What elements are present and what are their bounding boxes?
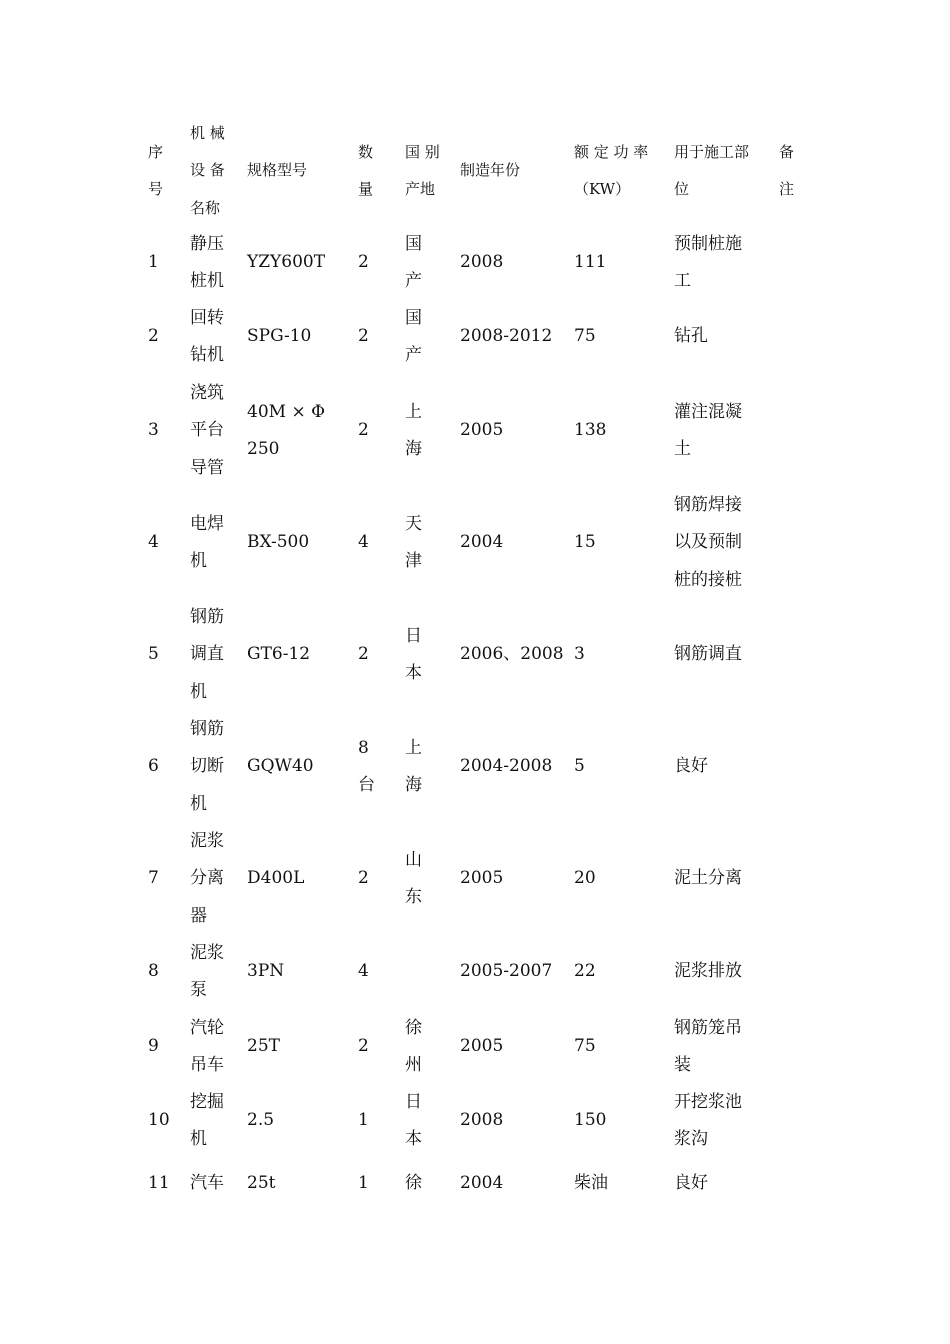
seq-line: 9 <box>148 1036 159 1057</box>
header-origin-line: 产地 <box>405 180 436 198</box>
model-line: 40M × Φ <box>247 401 326 422</box>
model-line: D400L <box>247 868 305 889</box>
usage-line: 泥浆排放 <box>674 961 742 982</box>
name-cell <box>190 375 224 488</box>
year-cell <box>460 244 503 282</box>
name-line: 机 <box>190 681 207 702</box>
qty-line: 4 <box>358 961 369 982</box>
seq-cell <box>148 1102 170 1140</box>
qty-cell <box>358 860 369 898</box>
year-cell <box>460 636 564 674</box>
power-cell <box>574 412 606 450</box>
origin-cell <box>405 1010 422 1085</box>
seq-cell <box>148 244 159 282</box>
origin-line: 徐 <box>405 1017 422 1038</box>
seq-line: 1 <box>148 252 159 273</box>
origin-cell <box>405 842 422 917</box>
header-name-line: 机 械 <box>190 123 225 142</box>
usage-cell <box>674 318 708 356</box>
origin-line: 产 <box>405 345 422 365</box>
power-cell <box>574 748 585 786</box>
usage-cell <box>674 953 742 991</box>
year-cell <box>460 524 503 562</box>
name-line: 汽轮 <box>190 1017 224 1038</box>
usage-cell <box>674 860 742 898</box>
name-line: 平台 <box>190 420 224 441</box>
year-cell <box>460 1028 503 1066</box>
qty-line: 2 <box>358 644 369 665</box>
usage-line: 良好 <box>674 1173 708 1194</box>
qty-cell <box>358 318 369 356</box>
seq-line: 2 <box>148 326 159 347</box>
usage-cell <box>674 1165 708 1203</box>
model-line: GQW40 <box>247 756 314 777</box>
origin-line: 上 <box>405 737 422 758</box>
header-usage-line: 位 <box>674 180 690 198</box>
power-cell <box>574 524 596 562</box>
name-line: 吊车 <box>190 1055 224 1075</box>
qty-line: 1 <box>358 1110 369 1131</box>
usage-line: 以及预制 <box>674 532 742 553</box>
header-remark-line: 备 <box>779 142 795 161</box>
name-line: 器 <box>190 905 207 926</box>
year-line: 2005 <box>460 1036 504 1057</box>
power-cell <box>574 953 596 991</box>
qty-cell <box>358 953 369 991</box>
model-cell <box>247 244 325 282</box>
usage-line: 桩的接桩 <box>674 569 742 590</box>
power-line: 22 <box>574 961 596 982</box>
qty-cell <box>358 524 369 562</box>
name-line: 机 <box>190 793 207 814</box>
name-line: 电焊 <box>190 513 224 534</box>
qty-line: 8 <box>358 737 369 758</box>
power-line: 150 <box>574 1110 607 1131</box>
usage-cell <box>674 636 742 674</box>
name-line: 泵 <box>190 980 207 1000</box>
qty-cell <box>358 1102 369 1140</box>
year-line: 2008 <box>460 252 504 273</box>
year-line: 2004 <box>460 1173 504 1194</box>
name-line: 泥浆 <box>190 830 224 851</box>
power-line: 75 <box>574 326 596 347</box>
origin-line: 日 <box>405 625 422 646</box>
header-qty-line: 数 <box>358 142 374 161</box>
usage-line: 钻孔 <box>674 326 708 347</box>
header-usage-line: 用于施工部 <box>674 142 750 161</box>
origin-line: 州 <box>405 1055 422 1075</box>
name-line: 钢筋 <box>190 606 224 627</box>
year-line: 2005 <box>460 868 504 889</box>
usage-line: 灌注混凝 <box>674 401 742 422</box>
seq-cell <box>148 524 159 562</box>
model-cell <box>247 636 310 674</box>
seq-cell <box>148 1165 170 1203</box>
qty-line: 2 <box>358 326 369 347</box>
name-line: 调直 <box>190 644 224 665</box>
year-cell <box>460 1102 503 1140</box>
year-line: 2008 <box>460 1110 504 1131</box>
origin-cell <box>405 226 422 301</box>
qty-cell <box>358 1028 369 1066</box>
header-power-line: 额 定 功 率 <box>574 142 649 161</box>
qty-cell <box>358 636 369 674</box>
origin-cell <box>405 730 422 805</box>
name-cell <box>190 599 224 712</box>
qty-line: 2 <box>358 420 369 441</box>
qty-line: 1 <box>358 1173 369 1194</box>
origin-line: 本 <box>405 1129 422 1149</box>
power-cell <box>574 1028 596 1066</box>
year-cell <box>460 953 552 991</box>
power-line: 75 <box>574 1036 596 1057</box>
model-line: SPG-10 <box>247 326 312 347</box>
qty-line: 台 <box>358 775 375 795</box>
name-cell <box>190 823 224 936</box>
qty-cell <box>358 412 369 450</box>
qty-cell <box>358 244 369 282</box>
seq-cell <box>148 636 159 674</box>
power-line: 5 <box>574 756 585 777</box>
origin-cell <box>405 1165 422 1203</box>
name-line: 切断 <box>190 756 224 777</box>
header-model-line: 规格型号 <box>247 161 308 180</box>
year-cell <box>460 860 503 898</box>
model-cell <box>247 860 304 898</box>
header-power-line: （KW） <box>574 180 631 198</box>
name-cell <box>190 935 224 1010</box>
header-name-line: 设 备 <box>190 161 225 180</box>
origin-line: 东 <box>405 887 422 907</box>
year-cell <box>460 748 552 786</box>
model-cell <box>247 953 284 991</box>
power-line: 3 <box>574 644 585 665</box>
header-seq-line: 序 <box>148 142 164 161</box>
header-power-cell <box>574 134 648 209</box>
name-line: 导管 <box>190 457 224 478</box>
header-origin-line: 国 别 <box>405 142 440 161</box>
header-model-cell <box>247 152 307 190</box>
usage-cell <box>674 394 742 469</box>
header-remark-line: 注 <box>779 180 795 198</box>
usage-line: 预制桩施 <box>674 233 742 254</box>
name-line: 回转 <box>190 307 224 328</box>
year-line: 2005-2007 <box>460 961 553 982</box>
header-year-line: 制造年份 <box>460 161 521 180</box>
model-line: 2.5 <box>247 1110 275 1131</box>
power-cell <box>574 860 596 898</box>
model-cell <box>247 1028 280 1066</box>
origin-line: 山 <box>405 849 422 870</box>
seq-line: 3 <box>148 420 159 441</box>
header-name-line: 名称 <box>190 198 221 217</box>
origin-line: 天 <box>405 513 422 534</box>
seq-line: 6 <box>148 756 159 777</box>
name-line: 汽车 <box>190 1173 224 1194</box>
seq-cell <box>148 412 159 450</box>
name-cell <box>190 1165 224 1203</box>
qty-line: 4 <box>358 532 369 553</box>
seq-cell <box>148 860 159 898</box>
name-cell <box>190 711 224 824</box>
header-usage-cell <box>674 134 749 209</box>
name-line: 桩机 <box>190 271 224 291</box>
usage-cell <box>674 748 708 786</box>
usage-line: 开挖浆池 <box>674 1091 742 1112</box>
name-line: 浇筑 <box>190 382 224 403</box>
name-line: 机 <box>190 1129 207 1149</box>
header-year-cell <box>460 152 520 190</box>
power-cell <box>574 1102 606 1140</box>
usage-cell <box>674 226 742 301</box>
qty-cell <box>358 1165 369 1203</box>
name-cell <box>190 1010 224 1085</box>
name-line: 分离 <box>190 868 224 889</box>
model-cell <box>247 1165 275 1203</box>
usage-line: 装 <box>674 1055 691 1075</box>
name-cell <box>190 506 224 581</box>
year-line: 2008-2012 <box>460 326 553 347</box>
qty-line: 2 <box>358 252 369 273</box>
qty-cell <box>358 730 375 805</box>
usage-line: 浆沟 <box>674 1129 708 1149</box>
year-line: 2004-2008 <box>460 756 553 777</box>
origin-line: 徐 <box>405 1173 422 1194</box>
origin-cell <box>405 394 422 469</box>
name-line: 钢筋 <box>190 718 224 739</box>
usage-line: 钢筋调直 <box>674 644 742 665</box>
model-cell <box>247 748 314 786</box>
year-line: 2005 <box>460 420 504 441</box>
seq-cell <box>148 318 159 356</box>
year-line: 2004 <box>460 532 504 553</box>
model-cell <box>247 1102 274 1140</box>
header-remark-cell <box>779 134 794 209</box>
origin-cell <box>405 1084 422 1159</box>
model-cell <box>247 524 309 562</box>
power-cell <box>574 1165 608 1203</box>
origin-line: 产 <box>405 271 422 291</box>
usage-line: 良好 <box>674 756 708 777</box>
power-line: 138 <box>574 420 607 441</box>
header-seq-cell <box>148 134 163 209</box>
seq-line: 4 <box>148 532 159 553</box>
usage-line: 钢筋焊接 <box>674 494 742 515</box>
origin-line: 上 <box>405 401 422 422</box>
name-line: 泥浆 <box>190 942 224 963</box>
usage-line: 土 <box>674 439 691 459</box>
origin-line: 本 <box>405 663 422 683</box>
origin-line: 国 <box>405 233 422 254</box>
power-line: 111 <box>574 252 607 273</box>
usage-cell <box>674 1084 742 1159</box>
origin-line: 海 <box>405 775 422 795</box>
power-line: 柴油 <box>574 1173 608 1194</box>
name-cell <box>190 1084 224 1159</box>
header-seq-line: 号 <box>148 180 164 198</box>
model-line: BX-500 <box>247 532 310 553</box>
year-cell <box>460 412 503 450</box>
seq-line: 7 <box>148 868 159 889</box>
usage-line: 泥土分离 <box>674 868 742 889</box>
name-cell <box>190 226 224 301</box>
model-line: YZY600T <box>247 252 326 273</box>
seq-cell <box>148 1028 159 1066</box>
model-line: 25t <box>247 1173 276 1194</box>
power-cell <box>574 636 585 674</box>
qty-line: 2 <box>358 1036 369 1057</box>
year-cell <box>460 1165 503 1203</box>
name-line: 钻机 <box>190 345 224 365</box>
origin-line: 海 <box>405 439 422 459</box>
model-cell <box>247 394 325 469</box>
origin-line: 国 <box>405 307 422 328</box>
seq-line: 8 <box>148 961 159 982</box>
header-origin-cell <box>405 134 440 209</box>
seq-cell <box>148 748 159 786</box>
name-line: 挖掘 <box>190 1091 224 1112</box>
seq-line: 11 <box>148 1173 170 1194</box>
model-line: GT6-12 <box>247 644 311 665</box>
name-cell <box>190 300 224 375</box>
name-line: 机 <box>190 551 207 571</box>
usage-cell <box>674 487 742 600</box>
usage-line: 工 <box>674 271 691 291</box>
power-line: 15 <box>574 532 596 553</box>
seq-cell <box>148 953 159 991</box>
header-qty-line: 量 <box>358 180 374 198</box>
header-name-cell <box>190 115 225 228</box>
model-line: 25T <box>247 1036 280 1057</box>
qty-line: 2 <box>358 868 369 889</box>
usage-line: 钢筋笼吊 <box>674 1017 742 1038</box>
model-line: 3PN <box>247 961 285 982</box>
seq-line: 10 <box>148 1110 170 1131</box>
origin-cell <box>405 618 422 693</box>
origin-cell <box>405 506 422 581</box>
power-line: 20 <box>574 868 596 889</box>
origin-cell <box>405 300 422 375</box>
seq-line: 5 <box>148 644 159 665</box>
model-line: 250 <box>247 439 280 459</box>
header-qty-cell <box>358 134 373 209</box>
year-line: 2006、2008 <box>460 644 564 665</box>
origin-line: 日 <box>405 1091 422 1112</box>
power-cell <box>574 318 596 356</box>
usage-cell <box>674 1010 742 1085</box>
model-cell <box>247 318 311 356</box>
name-line: 静压 <box>190 233 224 254</box>
origin-line: 津 <box>405 551 422 571</box>
year-cell <box>460 318 552 356</box>
power-cell <box>574 244 606 282</box>
